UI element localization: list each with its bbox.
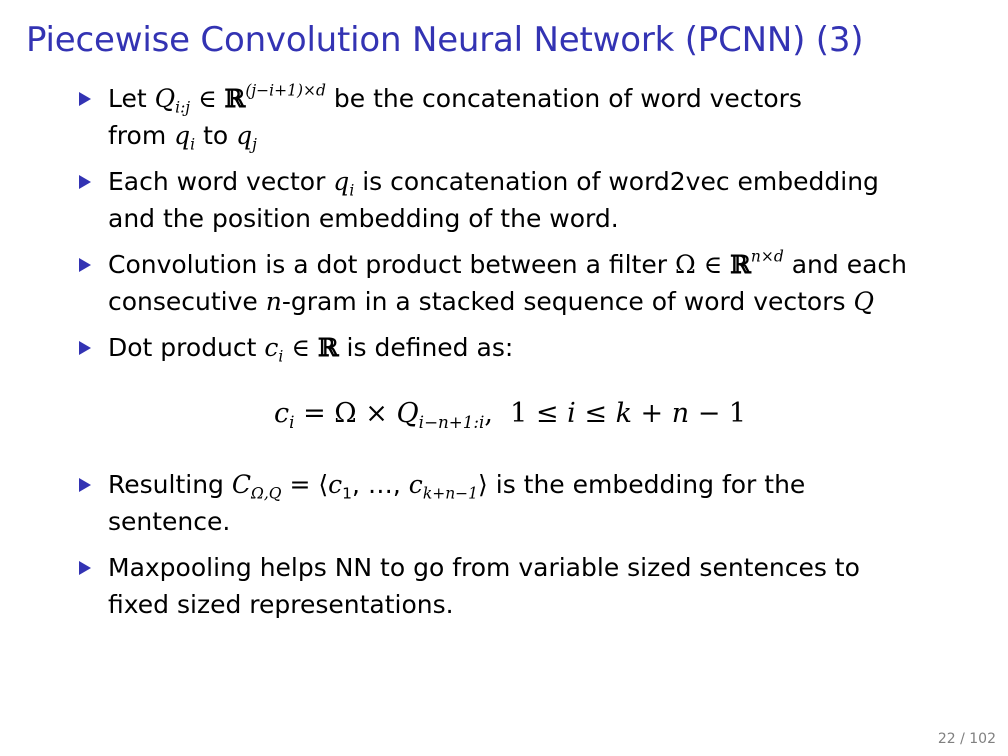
bullet-word-vector: Each word vector $q_i$ is concatenation of word2vec embedding and the position embedding of the word. <box>108 163 968 237</box>
math-q-range: $Q_{i:j}$ <box>154 84 191 117</box>
bullet-resulting: Resulting $C_{\Omega,Q}$ = $⟨c_1$, …, $c_{k+n-1}⟩$ is the embedding for the sentence. <box>108 466 968 540</box>
slide-title: Piecewise Convolution Neural Network (PCNN) (3) <box>26 20 864 60</box>
convolution-equation: $c_i = \Omega \times Q_{i-n+1:i}$, 1 ≤ i ≤ k + n − 1 <box>274 398 747 432</box>
bullet-concatenation: Let $Q_{i:j}$ ∈ ℝ$^{(j-i+1)\times d}$ be the concatenation of word vectors from $q_i$ to $q_j$ <box>108 80 968 154</box>
triangle-bullet-icon <box>79 92 91 106</box>
triangle-bullet-icon <box>79 175 91 189</box>
triangle-bullet-icon <box>79 478 91 492</box>
page-number: 22 / 102 <box>937 731 996 747</box>
bullet-convolution: Convolution is a dot product between a filter Ω ∈ ℝ$^{n\times d}$ and each consecutive n-gram in a stacked sequence of word vectors Q <box>108 246 968 320</box>
triangle-bullet-icon <box>79 561 91 575</box>
math-reals: ℝ <box>224 84 246 113</box>
bullet-dot-product: Dot product $c_i$ ∈ ℝ is defined as: <box>108 329 968 366</box>
triangle-bullet-icon <box>79 258 91 272</box>
bullet-maxpooling: Maxpooling helps NN to go from variable sized sentences to fixed sized representations. <box>108 549 968 623</box>
triangle-bullet-icon <box>79 341 91 355</box>
